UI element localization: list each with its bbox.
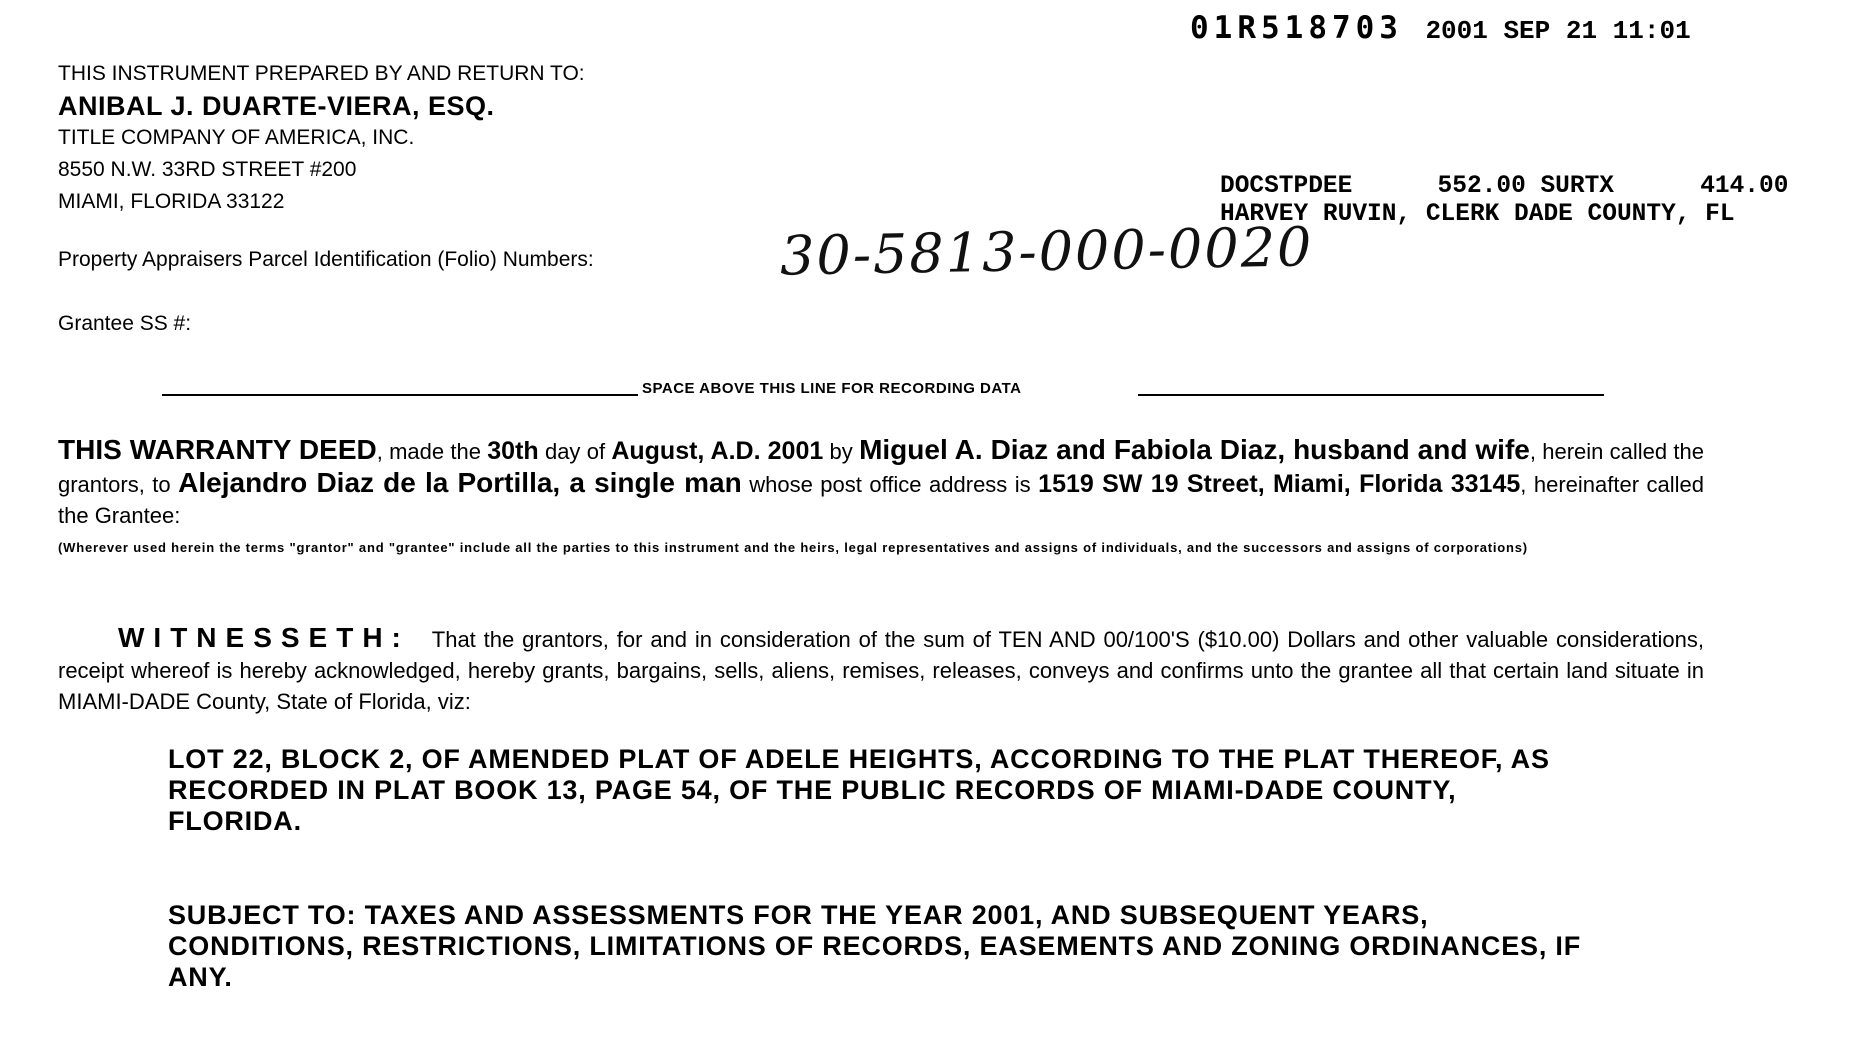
witnesseth-paragraph [58,622,1704,717]
definitions-note: (Wherever used herein the terms "grantor" and "grantee" include all the parties to this instrument and the heirs, legal representatives and assigns of individuals, and the successors and assigns of corporations) [58,540,1528,555]
legal-description: LOT 22, BLOCK 2, OF AMENDED PLAT OF ADELE HEIGHTS, ACCORDING TO THE PLAT THEREOF, AS RECORDED IN PLAT BOOK 13, PAGE 54, OF THE PUBLIC RECORDS OF MIAMI-DADE COUNTY, FLORIDA. [168,744,1550,836]
subject-to-clause: SUBJECT TO: TAXES AND ASSESSMENTS FOR THE YEAR 2001, AND SUBSEQUENT YEARS, CONDITIONS, RESTRICTIONS, LIMITATIONS OF RECORDS, EASEMENTS AND ZONING ORDINANCES, IF ANY. [168,900,1582,992]
folio-label: Property Appraisers Parcel Identification (Folio) Numbers: [58,248,594,271]
deed-month-year: August, A.D. 2001 [611,437,824,465]
preparer-address-1: 8550 N.W. 33RD STREET #200 [58,158,357,181]
preparer-company: TITLE COMPANY OF AMERICA, INC. [58,126,415,149]
preparer-name: ANIBAL J. DUARTE-VIERA, ESQ. [58,91,495,121]
preparer-block [58,58,585,218]
deed-opening [58,434,1704,531]
recording-rule-right [1138,394,1604,396]
deed-text: by [823,439,860,464]
grantors: Miguel A. Diaz and Fabiola Diaz, husband and wife [859,434,1530,465]
folio-number-handwritten: 30-5813-000-0020 [779,215,1314,288]
deed-title: THIS WARRANTY DEED [58,434,377,465]
deed-text: , made the [376,439,488,464]
deed-text: , hereinafter called the Grantee: [58,472,1705,528]
recording-datetime: 2001 SEP 21 11:01 [1425,16,1691,46]
recording-header [1190,10,1691,46]
recording-number: 01R518703 [1190,10,1403,46]
doc-stamp-amount: 552.00 SURTX [1437,171,1614,200]
witnesseth-heading: WITNESSETH: [118,622,410,653]
deed-day: 30th [487,437,539,465]
clerk-line: HARVEY RUVIN, CLERK DADE COUNTY, FL [1220,199,1735,228]
deed-text: day of [538,439,612,464]
surtax-amount: 414.00 [1700,171,1789,200]
grantee-address: 1519 SW 19 Street, Miami, Florida 33145 [1038,470,1521,498]
witnesseth-text: That the grantors, for and in consideration of the sum of TEN AND 00/100'S ($10.00) Dollars and other valuable considerations, receipt whereof is hereby acknowledged, hereby grants, bargains, sells, aliens, remises, releases, conveys and confirms unto the grantee all that certain land situate in MIAMI-DADE County, State of Florida, viz: [58,627,1704,714]
grantee: Alejandro Diaz de la Portilla, a single man [178,467,742,498]
preparer-address-2: MIAMI, FLORIDA 33122 [58,190,285,213]
grantee-ss-label: Grantee SS #: [58,312,192,335]
doc-stamp-label: DOCSTPDEE [1220,171,1353,200]
deed-text: whose post office address is [741,472,1039,497]
recording-line-caption: SPACE ABOVE THIS LINE FOR RECORDING DATA [642,380,1022,397]
deed-text: , herein called the grantors, to [58,439,1704,497]
recording-rule-left [162,394,638,396]
preparer-heading: THIS INSTRUMENT PREPARED BY AND RETURN TO: [58,62,585,85]
